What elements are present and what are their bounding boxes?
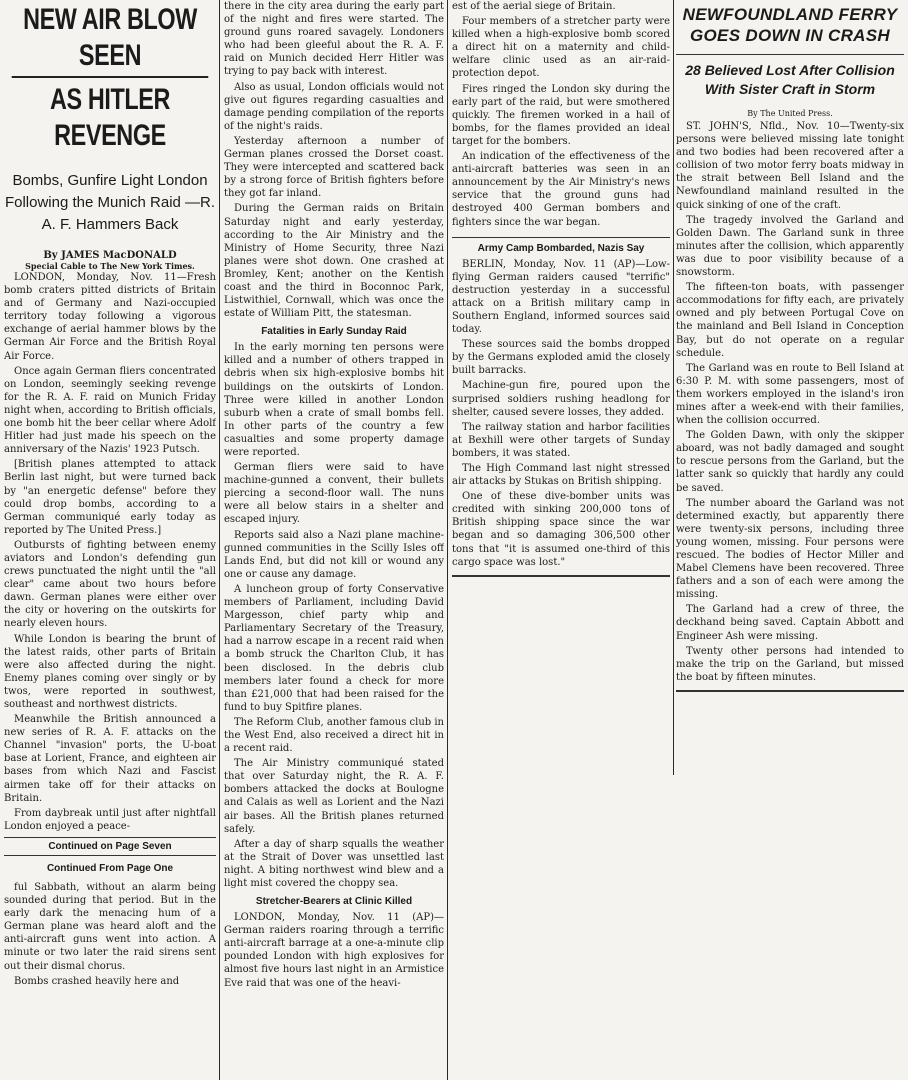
paragraph: From daybreak until just after nightfall London enjoyed a peace- <box>4 807 216 832</box>
ferry-headline: NEWFOUNDLAND FERRY GOES DOWN IN CRASH <box>682 5 898 45</box>
paragraph: After a day of sharp squalls the weather at the Strait of Dover was unsettled last night. A biting northwest wind blew and a light mist covered the choppy sea. <box>224 838 444 889</box>
paragraph: Twenty other persons had intended to make the trip on the Garland, but missed the boat by fifteen minutes. <box>676 645 904 683</box>
paragraph: An indication of the effectiveness of the anti-aircraft batteries was seen in an announcement by the Air Ministry's news service that the ground guns had destroyed 400 German bombers and fighters since the war began. <box>452 151 670 228</box>
section-heading: Fatalities in Early Sunday Raid <box>261 326 407 338</box>
paragraph: The Air Ministry communiqué stated that over Saturday night, the R. A. F. bombers attacked the docks at Boulogne and Calais as well as Lorient and the Nazi air bases. All the British planes returned safely. <box>224 758 444 835</box>
paragraph: The tragedy involved the Garland and Golden Dawn. The Garland sunk in three minutes after the collision, which apparently was due to poor visibility because of a snowstorm. <box>676 214 904 279</box>
paragraph: German fliers were said to have machine-gunned a convent, their bullets piercing a second-floor wall. The nuns were all below stairs in a shelter and escaped injury. <box>224 462 444 526</box>
article-column-3 <box>452 0 670 1080</box>
article-column-1 <box>4 0 216 1080</box>
column-rule <box>219 0 220 1080</box>
paragraph: Outbursts of fighting between enemy aviators and London's defending gun crews punctuated the night until the "all clear" came about two hours before dawn. German planes were either over the city or hovering on the outskirts for nearly eleven hours. <box>4 539 216 630</box>
special-cable-credit: Special Cable to The New York Times. <box>25 261 195 271</box>
article-end-rule <box>676 690 904 692</box>
paragraph: [British planes attempted to attack Berlin last night, but were turned back by "an energetic defense" before they could drop bombs, according to a German communiqué early today as reported by The United Press.] <box>4 459 216 536</box>
paragraph: Meanwhile the British announced a new series of R. A. F. attacks on the Channel "invasion" ports, the U-boat base at Lorient, France, and eighteen air bases from which Nazi and Fascist airmen take off for their attacks on Britain. <box>4 714 216 804</box>
paragraph: ful Sabbath, without an alarm being sounded during that period. But in the early dark the menacing hum of a German plane was heard aloft and the anti-aircraft guns went into action. A minute or two later the raid sirens sent out their dismal chorus. <box>4 881 216 972</box>
paragraph: The fifteen-ton boats, with passenger accommodations for fifty each, are privately owned and ply between Portugal Cove on the mainland and Bell Island in Conception Bay, but do not operate on a regular schedule. <box>676 282 904 359</box>
paragraph: Yesterday afternoon a number of German planes crossed the Dorset coast. They were intercepted and scattered back by a strong force of British fighters before they got far inland. <box>224 135 444 200</box>
column-rule <box>673 0 674 775</box>
paragraph: The Garland had a crew of three, the deckhand being saved. Captain Abbott and Engineer Ash were missing. <box>676 604 904 642</box>
paragraph: ST. JOHN'S, Nfld., Nov. 10—Twenty-six persons were believed missing late tonight and two bodies had been recovered after a collision of two motor ferry boats midway in the strait between Bell Island and the Newfoundland mainland resulted in the quick sinking of one of the craft. <box>676 121 904 211</box>
paragraph: BERLIN, Monday, Nov. 11 (AP)—Low-flying German raiders caused "terrific" destruction yesterday in a successful attack on a British military camp in Southern England, informed sources said today. <box>452 258 670 336</box>
paragraph: est of the aerial siege of Britain. <box>452 1 616 12</box>
paragraph: The railway station and harbor facilities at Bexhill were other targets of Sunday bombers, it was stated. <box>452 421 670 459</box>
column-rule <box>447 0 448 1080</box>
paragraph: In the early morning ten persons were killed and a number of others trapped in debris when six high-explosive bombs hit buildings on the outskirts of London. Three were killed in another London suburb when a crate of small bombs fell. In other parts of the country a few casualties and some property damage were reported. <box>224 342 444 458</box>
byline: By JAMES MacDONALD <box>43 250 177 261</box>
section-heading: Army Camp Bombarded, Nazis Say <box>452 237 670 254</box>
article-column-4 <box>676 0 904 1080</box>
paragraph: Machine-gun fire, poured upon the surprised soldiers rushing headlong for shelter, caused severe losses, they added. <box>452 380 670 418</box>
paragraph: LONDON, Monday, Nov. 11 (AP)—German raiders roaring through a terrific anti-aircraft barrage at a one-a-minute clip pounded London with high explosives for almost five hours last night in an Armistice Eve raid that was one of the heavi- <box>224 912 444 989</box>
paragraph: Four members of a stretcher party were killed when a high-explosive bomb scored a direct hit on a maternity and child-welfare clinic used as an air-raid-protection depot. <box>452 16 670 80</box>
paragraph: Reports said also a Nazi plane machine-gunned communities in the Scilly Isles off Lands End, but did not kill or wound any one or cause any damage. <box>224 529 444 580</box>
ferry-subheadline: 28 Believed Lost After Collision With Sister Craft in Storm <box>676 54 904 99</box>
paragraph: LONDON, Monday, Nov. 11—Fresh bomb craters pitted districts of Britain and of Germany and Nazi-occupied territory today following a vigorous exchange of aerial hammer blows by the German Air Force and the British Royal Air Force. <box>4 272 216 362</box>
continued-on-label: Continued on Page Seven <box>4 837 216 856</box>
paragraph: These sources said the bombs dropped by the Germans exploded amid the closely built barracks. <box>452 339 670 377</box>
paragraph: The Garland was en route to Bell Island at 6:30 P. M. with some passengers, most of them workers employed in the island's iron mines after a week-end with their families, when the collision occurred. <box>676 362 904 427</box>
paragraph: A luncheon group of forty Conservative members of Parliament, including David Margesson, chief party whip and Parliamentary Secretary of the Treasury, had a narrow escape in a recent raid when a bomb struck the Charlton Club, it has been disclosed. In the debris club members later found a check for more than £21,000 that had been raised for the fund to buy Spitfire planes. <box>224 583 444 713</box>
headline-line-2: AS HITLER REVENGE <box>50 83 170 152</box>
section-heading: Stretcher-Bearers at Clinic Killed <box>255 896 413 908</box>
article-end-rule <box>452 575 670 577</box>
paragraph: While London is bearing the brunt of the latest raids, other parts of Britain were also affected during the night. Enemy planes coming over singly or by twos, were reported in southwest, southeast and northwest districts. <box>4 633 216 710</box>
paragraph: Fires ringed the London sky during the early part of the raid, but were smothered quickly. The firemen worked in a hail of bombs, for the flames provided an ideal target for the bombers. <box>452 83 670 147</box>
paragraph: Once again German fliers concentrated on London, seemingly seeking revenge for the R. A. F. raid on Munich Friday night when, according to British officials, one bomb hit the beer cellar where Adolf Hitler had just made his speech on the anniversary of the Nazis' 1923 Putsch. <box>4 365 216 456</box>
paragraph: there in the city area during the early part of the night and fires were started. The ground guns roared savagely. Londoners who had been gleeful about the R. A. F. raid on Munich decided Herr Hitler was trying to pay back with interest. <box>224 1 444 78</box>
paragraph: The Golden Dawn, with only the skipper aboard, was not badly damaged and sought to rescue persons from the Garland, but the latter sank so quickly that hardly any could be saved. <box>676 430 904 494</box>
article-column-2 <box>224 0 444 1080</box>
paragraph: The High Command last night stressed air attacks by Stukas on British shipping. <box>452 463 670 488</box>
main-headline <box>4 2 216 154</box>
wire-credit: By The United Press. <box>747 109 833 118</box>
continued-from-label: Continued From Page One <box>46 862 174 874</box>
subheadline: Bombs, Gunfire Light London Following the Munich Raid —R. A. F. Hammers Back <box>4 172 216 233</box>
paragraph: One of these dive-bomber units was credited with sinking 200,000 tons of British shipping space since the war began and so damaging 306,500 other tons that "it is assumed one-third of this cargo space was lost." <box>452 491 670 568</box>
headline-line-1: NEW AIR BLOW SEEN <box>12 2 209 78</box>
paragraph: During the German raids on Britain Saturday night and early yesterday, according to the Air Ministry and the Ministry of Home Security, three Nazi planes were shot down. One crashed at Bromley, Kent; another on the Kentish coast and the third in Boconnoc Park, Listwithiel, Cornwall, which was once the estate of William Pitt, the statesman. <box>224 203 444 320</box>
paragraph: The Reform Club, another famous club in the West End, also received a direct hit in a recent raid. <box>224 716 444 755</box>
paragraph: The number aboard the Garland was not determined exactly, but apparently there were twenty-six persons, including three young women, missing. Four persons were rescued. The bodies of Hector Miller and Mabel Clemens have been recovered. Three fathers and a son of each were among the missing. <box>676 497 904 601</box>
paragraph: Bombs crashed heavily here and <box>14 975 180 987</box>
paragraph: Also as usual, London officials would not give out figures regarding casualties and damage pending compilation of the reports of the night's raids. <box>224 81 444 132</box>
